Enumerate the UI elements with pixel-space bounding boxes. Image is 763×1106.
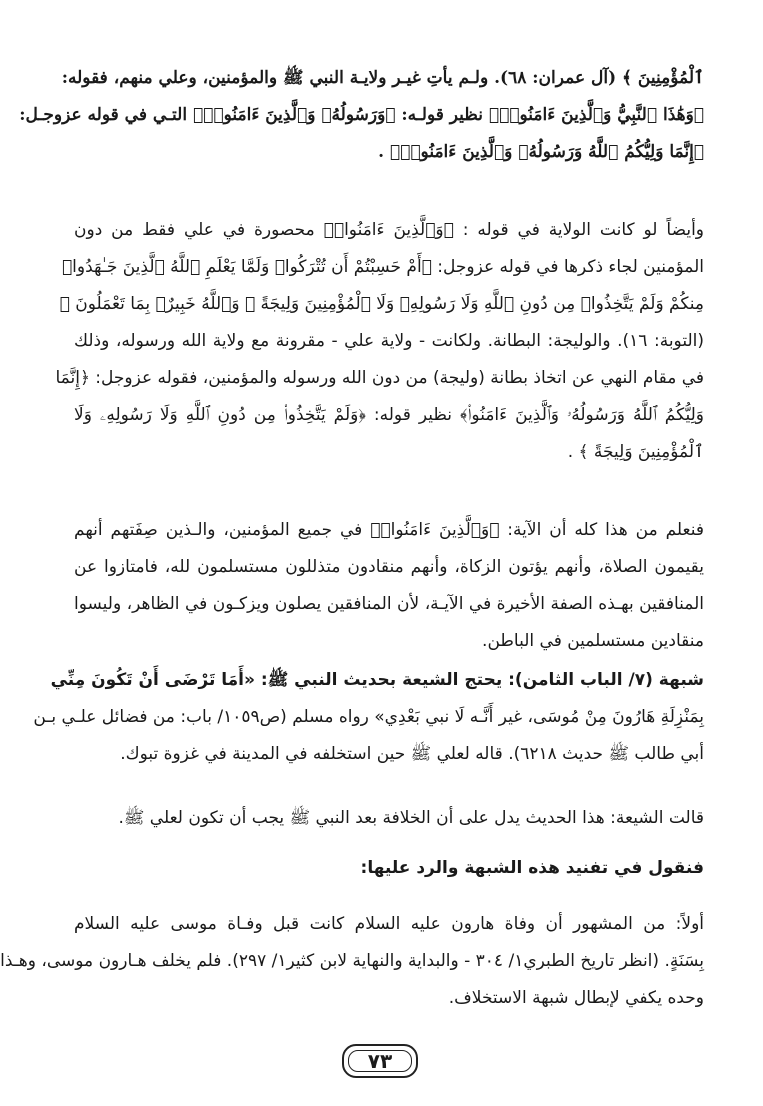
text-line: أولاً: من المشهور أن وفاة هارون عليه السلام كانت قبل وفـاة موسى عليه السلام xyxy=(74,914,704,934)
text-line: قالت الشيعة: هذا الحديث يدل على أن الخلافة بعد النبي ﷺ يجب أن تكون لعلي ﷺ. xyxy=(118,808,704,828)
text-line: المنافقين بهـذه الصفة الأخيرة في الآيـة، لأن المنافقين يصلون ويزكـون في الظاهر، وليسوا xyxy=(74,594,704,614)
text-line: شبهة (٧/ الباب الثامن): يحتج الشيعة بحديث النبي ﷺ: «أَمَا تَرْضَى أَنْ تَكُونَ مِنِّي xyxy=(50,670,704,690)
paragraph-shubha xyxy=(33,662,704,773)
section-heading xyxy=(74,850,704,887)
paragraph-1 xyxy=(19,60,704,171)
text-line: فنقول في تفنيد هذه الشبهة والرد عليها: xyxy=(360,858,704,878)
paragraph-2 xyxy=(55,212,704,471)
text-line: ٱلْمُؤْمِنِينَ ﴾ (آل عمران: ٦٨). ولـم يأتِ غيـر ولايـة النبي ﷺ والمؤمنين، وعلي منهم، فقوله: xyxy=(61,68,704,88)
text-line: وَلِيُّكُمُ ٱللَّهُ وَرَسُولُهُۥ وَٱلَّذِينَ ءَامَنُوا۟﴾ نظير قوله: ﴿وَلَمْ يَتَّخِذُوا۟ مِن دُونِ ٱللَّهِ وَلَا رَسُولِهِۦ وَلَا xyxy=(74,405,704,425)
paragraph-first-point xyxy=(0,906,704,1017)
page-number xyxy=(342,1044,418,1078)
text-line: مِنكُمْ وَلَمْ يَتَّخِذُوا۟ مِن دُونِ ٱللَّهِ وَلَا رَسُولِهِۦ وَلَا ٱلْمُؤْمِنِينَ وَلِيجَةً ۚ وَٱللَّهُ خَبِيرٌۢ بِمَا تَعْمَلُونَ ﴾ xyxy=(59,294,704,314)
text-line: منقادين مستسلمين في الباطن. xyxy=(482,631,704,651)
paragraph-shia-claim xyxy=(74,800,704,837)
text-line: وأيضاً لو كانت الولاية في قوله : ﴿وَٱلَّذِينَ ءَامَنُوا۟﴾ محصورة في علي فقط من دون xyxy=(74,220,704,240)
text-line: أبي طالب ﷺ حديث ٦٢١٨). قاله لعلي ﷺ حين استخلفه في المدينة في غزوة تبوك. xyxy=(120,744,704,764)
text-line: في مقام النهي عن اتخاذ بطانة (وليجة) من دون الله ورسوله والمؤمنين، فقوله عزوجل: ﴿إِنَّمَا xyxy=(55,368,704,388)
text-line: ٱلْمُؤْمِنِينَ وَلِيجَةً ﴾ . xyxy=(567,442,704,462)
text-line: يقيمون الصلاة، وأنهم يؤتون الزكاة، وأنهم منقادون متذللون مستسلمون لله، فامتازوا عن xyxy=(74,557,704,577)
text-line: ﴿إِنَّمَا وَلِيُّكُمُ ٱللَّهُ وَرَسُولُهُۥ وَٱلَّذِينَ ءَامَنُوا۟﴾ . xyxy=(378,142,704,162)
text-line: بِسَنَةٍ. (انظر تاريخ الطبري١/ ٣٠٤ - والبداية والنهاية لابن كثير١/ ٢٩٧). فلم يخلف هـارون موسى، وهـذا xyxy=(0,951,704,971)
text-line: فنعلم من هذا كله أن الآية: ﴿وَٱلَّذِينَ ءَامَنُوا۟﴾ في جميع المؤمنين، والـذين صِفَتهم أنهم xyxy=(74,520,704,540)
text-line: وحده يكفي لإبطال شبهة الاستخلاف. xyxy=(448,988,704,1008)
text-line: المؤمنين لجاء ذكرها في قوله عزوجل: ﴿أَمْ حَسِبْتُمْ أَن تُتْرَكُوا۟ وَلَمَّا يَعْلَمِ ٱللَّهُ ٱلَّذِينَ جَـٰهَدُوا۟ xyxy=(61,257,704,277)
text-line: (التوبة: ١٦). والوليجة: البطانة. ولكانت - ولاية علي - مقرونة مع ولاية الله ورسوله، وذلك xyxy=(74,331,704,351)
text-line: بِمَنْزِلَةِ هَارُونَ مِنْ مُوسَى، غير أَنَّـه لَا نبي بَعْدِي» رواه مسلم (ص١٠٥٩/ باب: من فضائل علـي بـن xyxy=(33,707,704,727)
paragraph-3 xyxy=(74,512,704,660)
page-number-text: ٧٣ xyxy=(367,1049,393,1073)
text-line: ﴿وَهَٰذَا ٱلنَّبِيُّ وَٱلَّذِينَ ءَامَنُوا۟﴾ نظير قولـه: ﴿وَرَسُولُهُۥ وَٱلَّذِينَ ءَامَنُوا۟﴾ التـي في قوله عزوجـل: xyxy=(19,105,704,125)
